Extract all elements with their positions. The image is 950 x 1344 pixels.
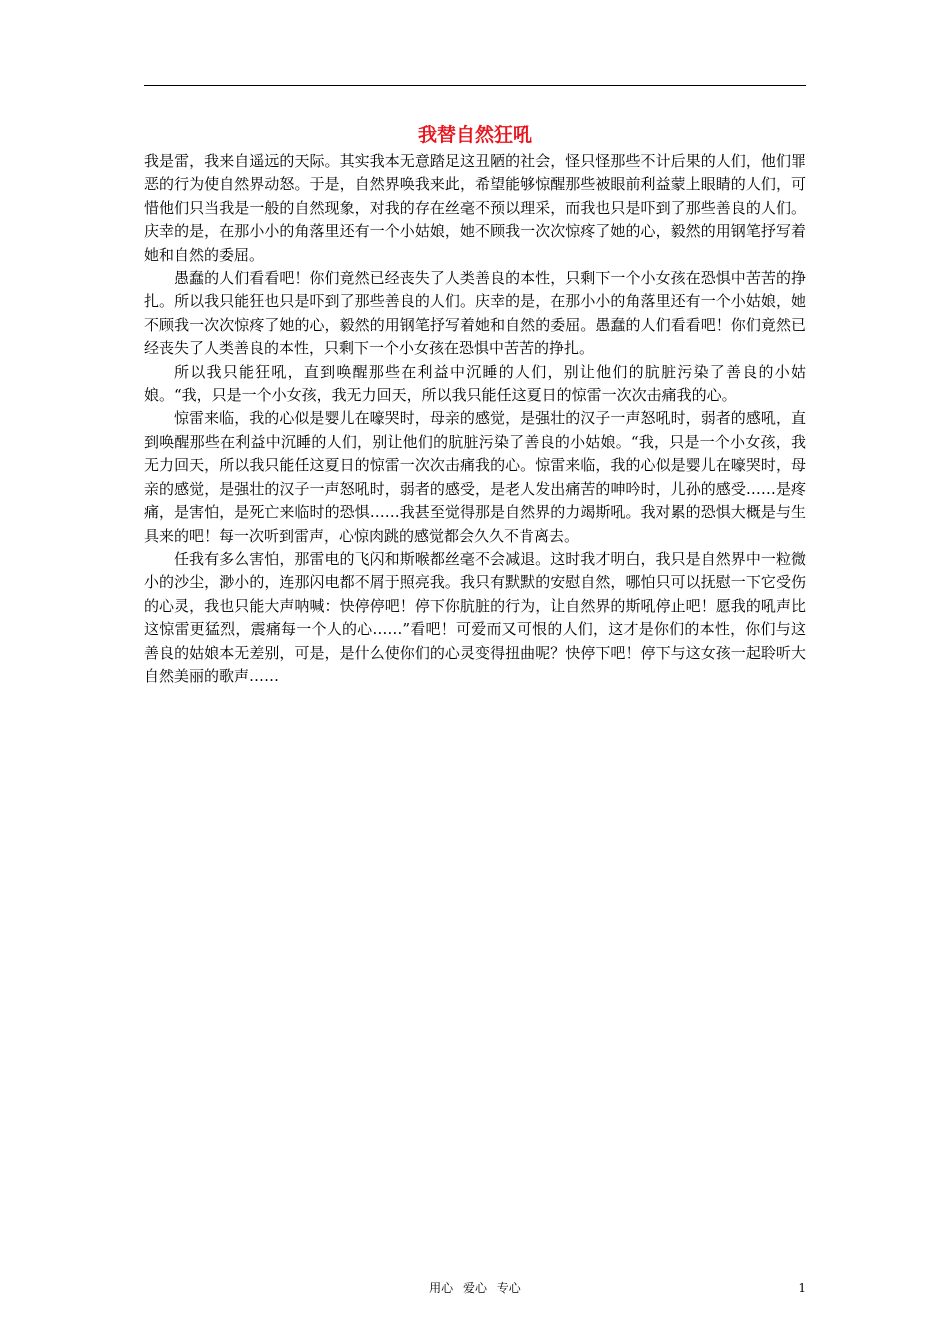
paragraph-1: 我是雷，我来自遥远的天际。其实我本无意踏足这丑陋的社会，怪只怪那些不计后果的人们，他们罪恶的行为使自然界动怒。于是，自然界唤我来此，希望能够惊醒那些被眼前利益蒙上眼睛的人们，可惜他们只当我是一般的自然现象，对我的存在丝毫不预以理采，而我也只是吓到了那些善良的人们。庆幸的是，在那小小的角落里还有一个小姑娘，她不顾我一次次惊疼了她的心，毅然的用钢笔抒写着她和自然的委屈。 (144, 152, 806, 264)
paragraph-3: 所以我只能狂吼，直到唤醒那些在利益中沉睡的人们，别让他们的肮脏污染了善良的小姑娘。“我，只是一个小女孩，我无力回天，所以我只能任这夏日的惊雷一次次击痛我的心。 (144, 362, 806, 405)
document-title: 我替自然狂吼 (417, 124, 532, 146)
page-number: 1 (798, 1281, 806, 1295)
footer-motto: 用心 爱心 专心 (429, 1281, 521, 1295)
paragraph-2: 愚蠢的人们看看吧！你们竟然已经丧失了人类善良的本性，只剩下一个小女孩在恐惧中苦苦的挣扎。所以我只能狂也只是吓到了那些善良的人们。庆幸的是，在那小小的角落里还有一个小姑娘，她不顾我一次次惊疼了她的心，毅然的用钢笔抒写着她和自然的委屈。愚蠢的人们看看吧！你们竟然已经丧失了人类善良的本性，只剩下一个小女孩在恐惧中苦苦的挣扎。 (144, 269, 806, 358)
paragraph-5: 任我有多么害怕，那雷电的飞闪和斯喉都丝毫不会减退。这时我才明白，我只是自然界中一粒微小的沙尘，渺小的，连那闪电都不屑于照亮我。我只有默默的安慰自然，哪怕只可以抚慰一下它受伤的心灵，我也只能大声呐喊：快停停吧！停下你肮脏的行为，让自然界的斯吼停止吧！愿我的吼声比这惊雷更猛烈，震痛每一个人的心……”看吧！可爱而又可恨的人们，这才是你们的本性，你们与这善良的姑娘本无差别，可是，是什么使你们的心灵变得扭曲呢？快停下吧！停下与这女孩一起聆听大自然美丽的歌声…… (144, 549, 806, 685)
paragraph-4: 惊雷来临，我的心似是婴儿在嚎哭时，母亲的感觉，是强壮的汉子一声怒吼时，弱者的感吼，直到唤醒那些在利益中沉睡的人们，别让他们的肮脏污染了善良的小姑娘。“我，只是一个小女孩，我无力回天，所以我只能任这夏日的惊雷一次次击痛我的心。惊雷来临，我的心似是婴儿在嚎哭时，母亲的感觉，是强壮的汉子一声怒吼时，弱者的感受，是老人发出痛苦的呻吟时，儿孙的感受……是疼痛，是害怕，是死亡来临时的恐惧……我甚至觉得那是自然界的力竭斯吼。我对累的恐惧大概是与生具来的吧！每一次听到雷声，心惊肉跳的感觉都会久久不肯离去。 (144, 409, 806, 545)
document-body (144, 150, 806, 688)
header-rule (144, 85, 806, 86)
